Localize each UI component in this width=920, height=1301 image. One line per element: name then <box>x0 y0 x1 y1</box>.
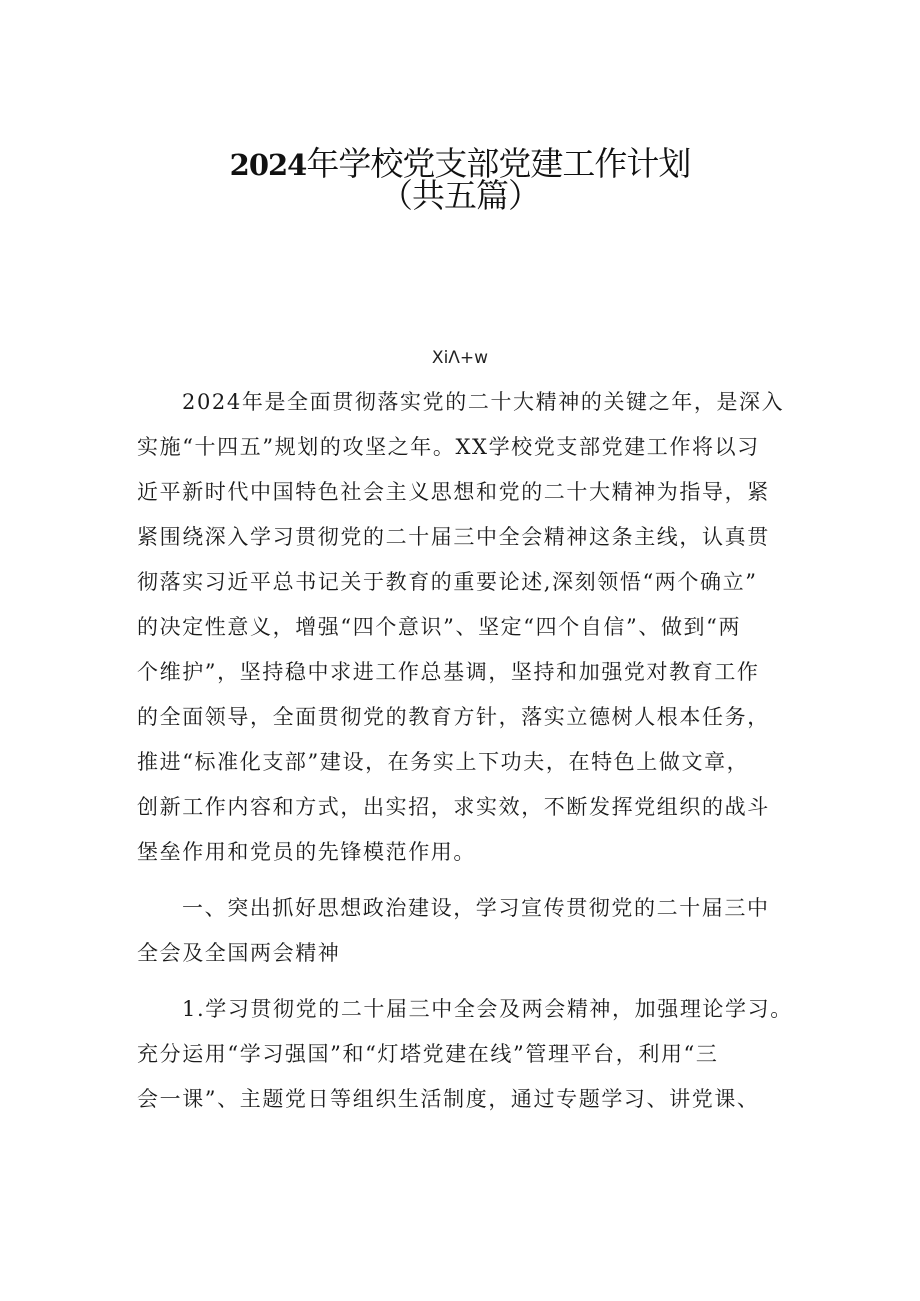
paragraph-line: 实施“十四五”规划的攻坚之年。XX学校党支部党建工作将以习 <box>137 435 760 459</box>
paragraph-line: 个维护”，坚持稳中求进工作总基调，坚持和加强党对教育工作 <box>137 660 760 684</box>
paragraph-line: 紧围绕深入学习贯彻党的二十届三中全会精神这条主线，认真贯 <box>137 525 770 549</box>
section-heading: XiΛ+w <box>431 348 489 368</box>
paragraph-line: 推进“标准化支部”建设，在务实上下功夫，在特色上做文章， <box>137 750 750 774</box>
paragraph-line: 彻落实习近平总书记关于教育的重要论述,深刻领悟“两个确立” <box>137 570 758 594</box>
paragraph-line: 充分运用“学习强国”和“灯塔党建在线”管理平台，利用“三 <box>137 1042 719 1066</box>
paragraph-line: 堡垒作用和党员的先锋模范作用。 <box>137 840 476 864</box>
paragraph-line: 的全面领导，全面贯彻党的教育方针，落实立德树人根本任务， <box>137 705 770 729</box>
document-subtitle: （共五篇） <box>380 176 540 215</box>
paragraph-line: 1.学习贯彻党的二十届三中全会及两会精神，加强理论学习。 <box>182 997 793 1021</box>
paragraph-line: 2024年是全面贯彻落实党的二十大精神的关键之年，是深入 <box>182 390 785 414</box>
paragraph-line: 的决定性意义，增强“四个意识”、坚定“四个自信”、做到“两 <box>137 615 742 639</box>
section-heading-line: 一、突出抓好思想政治建设，学习宣传贯彻党的二十届三中 <box>182 896 770 920</box>
section-heading-line: 全会及全国两会精神 <box>137 941 341 965</box>
title-year: 2024 <box>229 148 307 182</box>
paragraph-line: 近平新时代中国特色社会主义思想和党的二十大精神为指导，紧 <box>137 480 770 504</box>
paragraph-line: 会一课”、主题党日等组织生活制度，通过专题学习、讲党课、 <box>137 1087 760 1111</box>
title-text: 年学校党支部党建工作计划 <box>306 144 691 183</box>
paragraph-line: 创新工作内容和方式，出实招，求实效，不断发挥党组织的战斗 <box>137 795 770 819</box>
